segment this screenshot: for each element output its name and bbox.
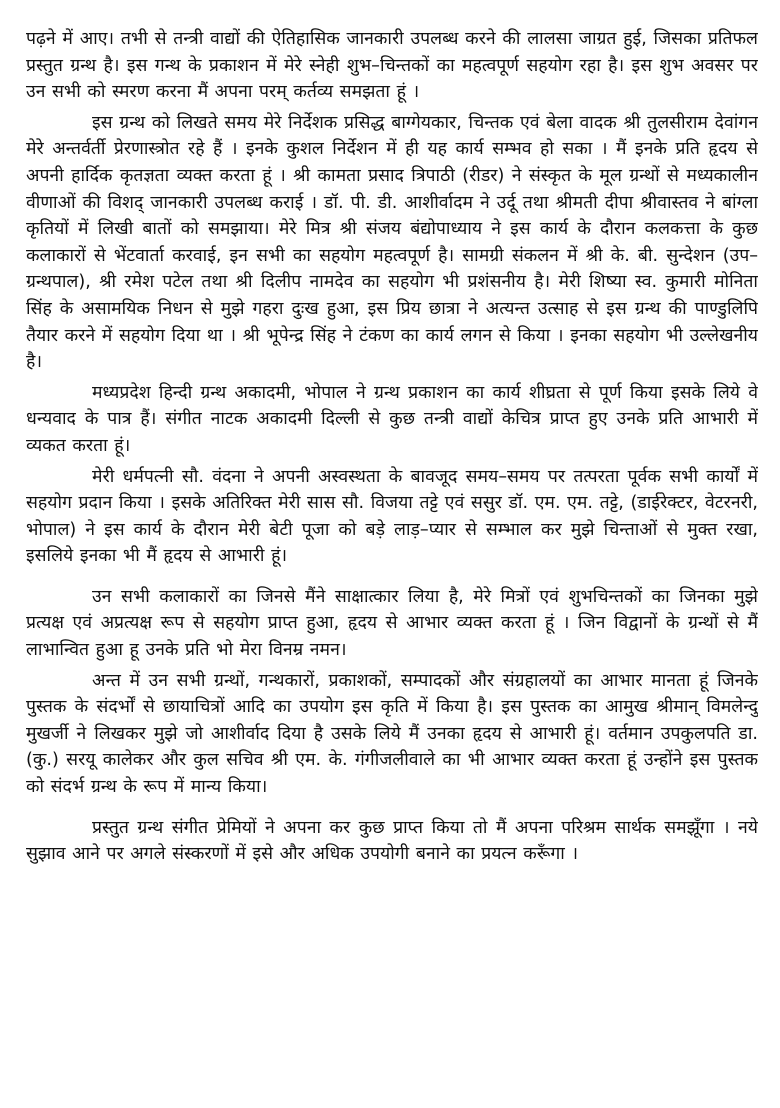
paragraph-7: प्रस्तुत ग्रन्थ संगीत प्रेमियों ने अपना कर कुछ प्राप्त किया तो मैं अपना परिश्रम सार्थक समझूँगा । नये सुझाव आने पर अगले संस्करणों में इसे और अधिक उपयोगी बनाने का प्रयत्न करूँगा ।	[26, 817, 758, 865]
paragraph-4: मेरी धर्मपत्नी सौ. वंदना ने अपनी अस्वस्थता के बावजूद समय–समय पर तत्परता पूर्वक सभी कार्यों में सहयोग प्रदान किया । इसके अतिरिक्त मेरी सास सौ. विजया तट्टे एवं ससुर डॉ. एम. एम. तट्टे, (डाईरेक्टर, वेटरनरी, भोपाल) ने इस कार्य के दौरान मेरी बेटी पूजा को बड़े लाड़–प्यार से सम्भाल कर मुझे चिन्ताओं से मुक्त रखा, इसलिये इनका भी मैं हृदय से आभारी हूं।	[26, 466, 758, 567]
paragraph-1: पढ़ने में आए। तभी से तन्त्री वाद्यों की ऐतिहासिक जानकारी उपलब्ध करने की लालसा जाग्रत हुई, जिसका प्रतिफल प्रस्तुत ग्रन्थ है। इस गन्थ के प्रकाशन में मेरे स्नेही शुभ–चिन्तकों का महत्वपूर्ण सहयोग रहा है। इस शुभ अवसर पर उन सभी को स्मरण करना मैं अपना परम् कर्तव्य समझता हूं ।	[26, 29, 758, 103]
document-page	[26, 26, 758, 1086]
paragraph-2: इस ग्रन्थ को लिखते समय मेरे निर्देशक प्रसिद्ध बाग्गेयकार, चिन्तक एवं बेला वादक श्री तुलसीराम देवांगन मेरे अन्तर्वर्ती प्रेरणास्त्रोत रहे हैं । इनके कुशल निर्देशन में ही यह कार्य सम्भव हो सका । मैं इनके प्रति हृदय से अपनी हार्दिक कृतज्ञता व्यक्त करता हूं । श्री कामता प्रसाद त्रिपाठी (रीडर) ने संस्कृत के मूल ग्रन्थों से मध्यकालीन वीणाओं की विशद् जानकारी उपलब्ध कराई । डॉ. पी. डी. आशीर्वादम ने उर्दू तथा श्रीमती दीपा श्रीवास्तव ने बांग्ला कृतियों में लिखी बातों को समझाया। मेरे मित्र श्री संजय बंद्योपाध्याय ने इस कार्य के दौरान कलकत्ता के कुछ कलाकारों से भेंटवार्ता करवाई, इन सभी का सहयोग महत्वपूर्ण है। सामग्री संकलन में श्री के. बी. सुन्देशन (उप–ग्रन्थपाल), श्री रमेश पटेल तथा श्री दिलीप नामदेव का सहयोग भी प्रशंसनीय है। मेरी शिष्या स्व. कुमारी मोनिता सिंह के असामयिक निधन से मुझे गहरा दुःख हुआ, इस प्रिय छात्रा ने अत्यन्त उत्साह से इस ग्रन्थ की पाण्डुलिपि तैयार करने में सहयोग दिया था । श्री भूपेन्द्र सिंह ने टंकण का कार्य लगन से किया । इनका सहयोग भी उल्लेखनीय है।	[26, 112, 758, 373]
paragraph-6: अन्त में उन सभी ग्रन्थों, गन्थकारों, प्रकाशकों, सम्पादकों और संग्रहालयों का आभार मानता हूं जिनके पुस्तक के संदर्भों से छायाचित्रों आदि का उपयोग इस कृति में किया है। इस पुस्तक का आमुख श्रीमान् विमलेन्दु मुखर्जी ने लिखकर मुझे जो आशीर्वाद दिया है उसके लिये मैं उनका हृदय से आभारी हूं। वर्तमान उपकुलपति डा. (कु.) सरयू कालेकर और कुल सचिव श्री एम. के. गंगीजलीवाले का भी आभार व्यक्त करता हूं उन्होंने इस पुस्तक को संदर्भ ग्रन्थ के रूप में मान्य किया।	[26, 670, 758, 798]
paragraph-3: मध्यप्रदेश हिन्दी ग्रन्थ अकादमी, भोपाल ने ग्रन्थ प्रकाशन का कार्य शीघ्रता से पूर्ण किया इसके लिये वे धन्यवाद के पात्र हैं। संगीत नाटक अकादमी दिल्ली से कुछ तन्त्री वाद्यों केचित्र प्राप्त हुए उनके प्रति आभारी में व्यकत करता हूं।	[26, 382, 758, 456]
paragraph-5: उन सभी कलाकारों का जिनसे मैंने साक्षात्कार लिया है, मेरे मित्रों एवं शुभचिन्तकों का जिनका मुझे प्रत्यक्ष एवं अप्रत्यक्ष रूप से सहयोग प्राप्त हुआ, हृदय से आभार व्यक्त करता हूं । जिन विद्वानों के ग्रन्थों से मैं लाभान्वित हुआ हू उनके प्रति भो मेरा विनम्र नमन।	[26, 586, 758, 661]
